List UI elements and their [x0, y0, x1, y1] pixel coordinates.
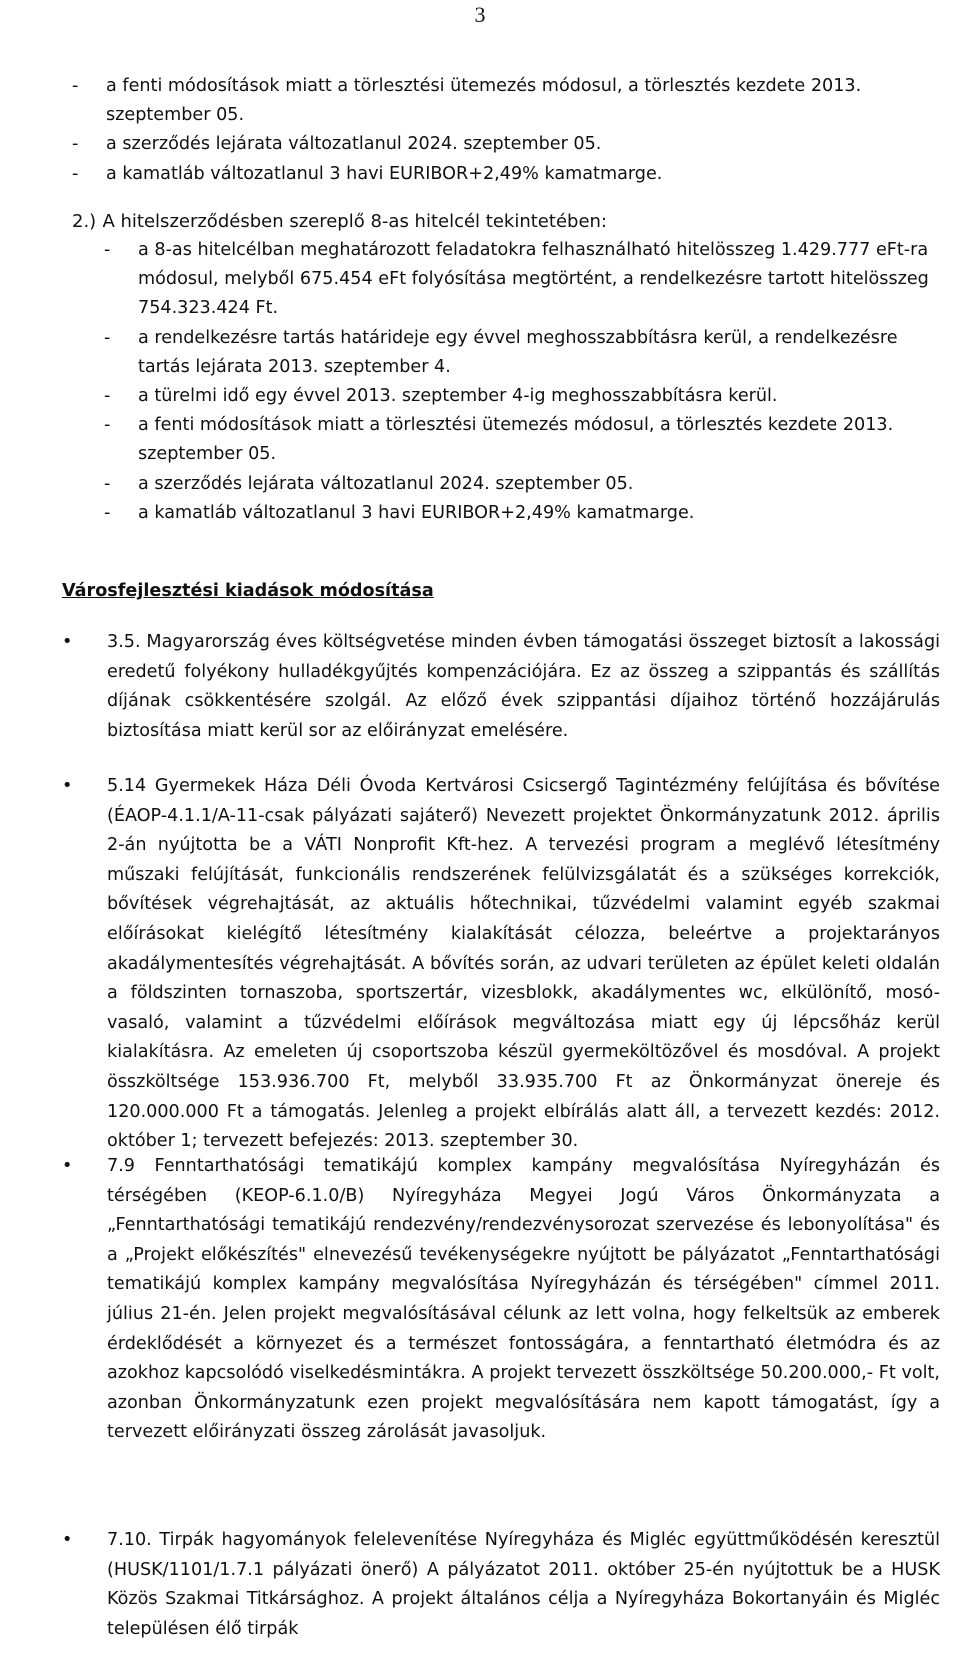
bullet-text: 7.10. Tirpák hagyományok felelevenítése Nyíregyháza és Migléc együttműködésén keresztül (HUSK/1101/1.7.1 pályázati önerő) A pályázatot 2011. október 25-én nyújtottuk be a HUSK Közös Szakmai Titkársághoz. A projekt általános célja a Nyíregyháza Bokortanyáin és Migléc településen élő tirpák — [107, 1530, 940, 1639]
bullet-item-7-10 — [62, 1526, 940, 1644]
dash-marker: - — [104, 327, 111, 348]
list-item: - a kamatláb változatlanul 3 havi EURIBOR+2,49% kamatmarge. — [104, 499, 934, 528]
section-2-heading — [72, 208, 607, 236]
list-item: - a 8-as hitelcélban meghatározott feladatokra felhasználható hitelösszeg 1.429.777 eFt-ra módosul, melyből 675.454 eFt folyósítása megtörtént, a rendelkezésre tartott hitelösszeg 754.323.424 Ft. — [104, 236, 934, 324]
section-2-list — [104, 236, 934, 528]
bullet-text: 3.5. Magyarország éves költségvetése minden évben támogatási összeget biztosít a lakossági eredetű folyékony hulladékgyűjtés kompenzációjára. Ez az összeg a szippantás és szállítás díjának csökkentésére szolgál. Az előző évek szippantási díjaihoz történő hozzájárulás biztosítása miatt kerül sor az előirányzat emelésére. — [107, 632, 940, 741]
bullet-item-7-9 — [62, 1152, 940, 1448]
dash-marker: - — [104, 502, 111, 523]
dash-marker: - — [72, 76, 79, 96]
bullet-marker: • — [62, 632, 73, 652]
bullet-text: 7.9 Fenntarthatósági tematikájú komplex kampány megvalósítása Nyíregyházán és térségében (KEOP-6.1.0/B) Nyíregyháza Megyei Jogú Város Önkormányzata a „Fenntarthatósági tematikájú rendezvény/rendezvénysorozat szervezése és lebonyolítása" és a „Projekt előkészítés" elnevezésű tevékenységekre nyújtott be pályázatot „Fenntarthatósági tematikájú komplex kampány megvalósítása Nyíregyházán és térségében" címmel 2011. július 21-én. Jelen projekt megvalósításával célunk az lett volna, hogy felkeltsük az emberek érdeklődését a környezet és a természet fontosságára, a fenntartható életmódra és az azokhoz kapcsolódó viselkedésmintákra. A projekt tervezett összköltsége 50.200.000,- Ft volt, azonban Önkormányzatunk ezen projekt megvalósítására nem kapott támogatást, így a tervezett előirányzati összeg zárolását javasoljuk. — [107, 1156, 940, 1443]
section-2-number: 2.) — [72, 211, 97, 232]
section-title-varosfejlesztes: Városfejlesztési kiadások módosítása — [62, 581, 434, 601]
bullet-marker: • — [62, 1156, 73, 1176]
list-item: - a rendelkezésre tartás határideje egy évvel meghosszabbításra kerül, a rendelkezésre tartás lejárata 2013. szeptember 4. — [104, 324, 934, 382]
list-item: - a kamatláb változatlanul 3 havi EURIBOR+2,49% kamatmarge. — [72, 160, 932, 189]
bullet-item-5-14 — [62, 772, 940, 1157]
bullet-text: 5.14 Gyermekek Háza Déli Óvoda Kertvárosi Csicsergő Tagintézmény felújítása és bővítése (ÉAOP-4.1.1/A-11-csak pályázati sajáterő) Nevezett projektet Önkormányzatunk 2012. április 2-án nyújtotta be a VÁTI Nonprofit Kft-hez. A tervezési program a meglévő létesítmény műszaki felújítását, funkcionális rendszerének felülvizsgálatát és a szükséges korrekciók, bővítések végrehajtását, az aktuális hőtechnikai, tűzvédelmi valamint egyéb szakmai előírásokat kielégítő létesítmény kialakítását célozza, beleértve a projektarányos akadálymentesítés végrehajtását. A bővítés során, az udvari területen az épület keleti oldalán a földszinten tornaszoba, sportszertár, vizesblokk, akadálymentes wc, elkülönítő, mosó-vasaló, valamint a tűzvédelmi előírások megváltozása miatt egy új lépcsőház kerül kialakításra. Az emeleten új csoportszoba készül gyermeköltözővel és mosdóval. A projekt összköltsége 153.936.700 Ft, melyből 33.935.700 Ft az Önkormányzat önereje és 120.000.000 Ft a támogatás. Jelenleg a projekt elbírálás alatt áll, a tervezett kezdés: 2012. október 1; tervezett befejezés: 2013. szeptember 30. — [107, 776, 940, 1152]
bullet-item-3-5 — [62, 628, 940, 746]
dash-marker: - — [104, 386, 111, 407]
dash-marker: - — [104, 415, 111, 436]
dash-marker: - — [72, 134, 79, 155]
list-item: - a szerződés lejárata változatlanul 2024. szeptember 05. — [104, 470, 934, 499]
list-item: - a fenti módosítások miatt a törlesztési ütemezés módosul, a törlesztés kezdete 2013. szeptember 05. — [104, 411, 934, 469]
list-item: - a fenti módosítások miatt a törlesztési ütemezés módosul, a törlesztés kezdete 2013. szeptember 05. — [72, 72, 932, 130]
section-2-title: A hitelszerződésben szereplő 8-as hitelcél tekintetében: — [102, 211, 607, 232]
bullet-marker: • — [62, 1530, 73, 1550]
list-item: - a türelmi idő egy évvel 2013. szeptember 4-ig meghosszabbításra kerül. — [104, 382, 934, 411]
dash-marker: - — [104, 473, 111, 494]
list-item: - a szerződés lejárata változatlanul 2024. szeptember 05. — [72, 130, 932, 159]
page-number: 3 — [474, 2, 486, 27]
dash-marker: - — [72, 163, 79, 184]
dash-marker: - — [104, 240, 111, 260]
bullet-marker: • — [62, 776, 73, 796]
top-dash-list — [72, 72, 932, 189]
